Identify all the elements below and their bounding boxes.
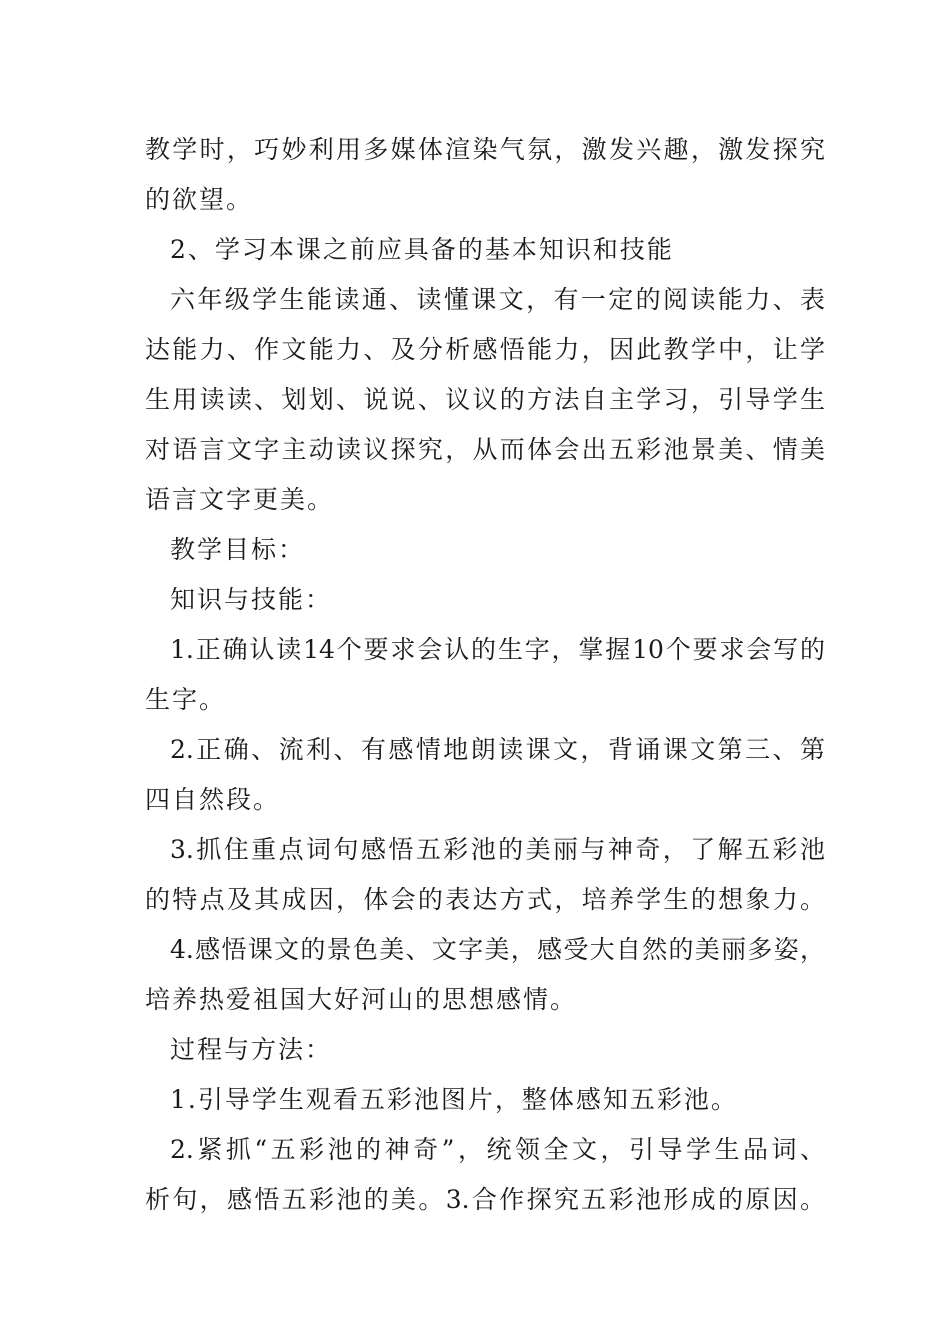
list-item-line: 析句，感悟五彩池的美。3.合作探究五彩池形成的原因。 [145, 1185, 825, 1214]
paragraph-line: 达能力、作文能力、及分析感悟能力，因此教学中，让学 [145, 335, 825, 364]
list-item-line: 4.感悟课文的景色美、文字美，感受大自然的美丽多姿， [170, 935, 825, 964]
section-heading: 教学目标： [170, 535, 306, 564]
list-item-line: 四自然段。 [145, 785, 281, 814]
list-item-line: 生字。 [145, 685, 227, 714]
paragraph-line: 教学时，巧妙利用多媒体渲染气氛，激发兴趣，激发探究 [145, 135, 825, 164]
list-item-line: 1.正确认读14个要求会认的生字，掌握10个要求会写的 [170, 635, 825, 664]
list-item-line: 2.正确、流利、有感情地朗读课文，背诵课文第三、第 [170, 735, 825, 764]
paragraph-line: 对语言文字主动读议探究，从而体会出五彩池景美、情美 [145, 435, 825, 464]
list-item-line: 2.紧抓“五彩池的神奇”，统领全文，引导学生品词、 [170, 1135, 825, 1164]
list-item-line: 培养热爱祖国大好河山的思想感情。 [145, 985, 578, 1014]
paragraph-line: 语言文字更美。 [145, 485, 335, 514]
list-item-line: 3.抓住重点词句感悟五彩池的美丽与神奇，了解五彩池 [170, 835, 825, 864]
paragraph-line: 六年级学生能读通、读懂课文，有一定的阅读能力、表 [170, 285, 825, 314]
section-heading: 过程与方法： [170, 1035, 333, 1064]
list-item-line: 的特点及其成因，体会的表达方式，培养学生的想象力。 [145, 885, 825, 914]
section-heading: 知识与技能： [170, 585, 333, 614]
list-item-line: 1.引导学生观看五彩池图片，整体感知五彩池。 [170, 1085, 738, 1114]
paragraph-line: 的欲望。 [145, 185, 254, 214]
paragraph-line: 生用读读、划划、说说、议议的方法自主学习，引导学生 [145, 385, 825, 414]
section-heading: 2、学习本课之前应具备的基本知识和技能 [170, 235, 674, 264]
